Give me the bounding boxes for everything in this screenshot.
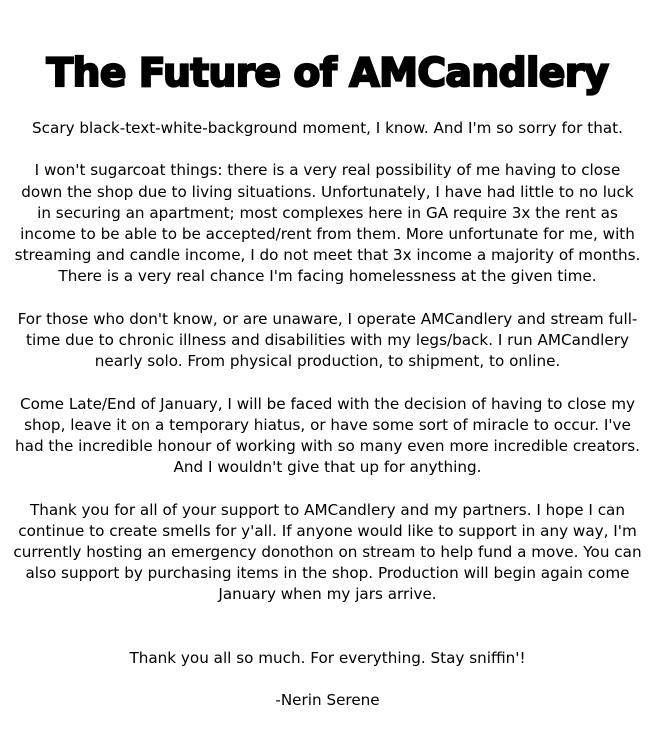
paragraph-decision: Come Late/End of January, I will be faced with the decision of having to close my shop, leave it on a temporary hiatus, or have some sort of miracle to occur. I've had the incredible honour of working with so many even more incredible creators. And I wouldn't give that up for anything. (15, 394, 640, 477)
letter-body (12, 118, 643, 732)
paragraph-background: For those who don't know, or are unaware, I operate AMCandlery and stream full-time due to chronic illness and disabilities with my legs/back. I run AMCandlery nearly solo. From physical production, to shipment, to online. (17, 309, 638, 371)
signature: -Nerin Serene (275, 691, 380, 709)
page-title: The Future of AMCandlery (46, 51, 609, 97)
closing-line: Thank you all so much. For everything. Stay sniffin'! (129, 648, 526, 667)
paragraph-intro: Scary black-text-white-background moment, I know. And I'm so sorry for that. (32, 119, 623, 137)
paragraph-support: Thank you for all of your support to AMCandlery and my partners. I hope I can continue to create smells for y'all. If anyone would like to support in any way, I'm currently hosting an emergency donothon on stream to help fund a move. You can also support by purchasing items in the shop. Production will begin again come January when my jars arrive. (13, 500, 642, 604)
paragraph-situation: I won't sugarcoat things: there is a very real possibility of me having to close down the shop due to living situations. Unfortunately, I have had little to no luck in securing an apartment; most complexes here in GA require 3x the rent as income to be able to be accepted/rent from them. More unfortunate for me, with streaming and candle income, I do not meet that 3x income a majority of months. There is a very real chance I'm facing homelessness at the given time. (14, 161, 641, 286)
